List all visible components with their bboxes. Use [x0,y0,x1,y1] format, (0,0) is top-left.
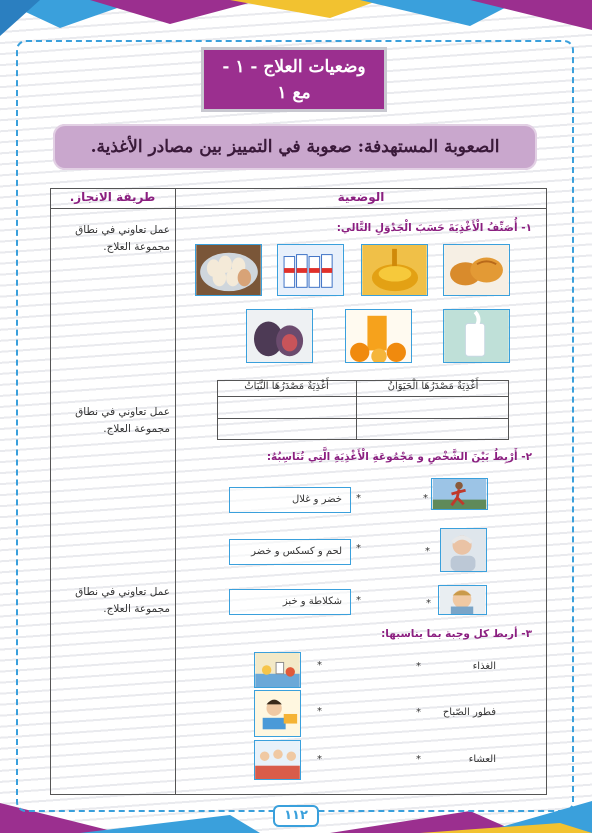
question-2: ٢- أَرْبِطُ بَيْنَ الشَّخْصِ و مَجْمُوعَةِ الْأَغْذِيَةِ الَّتِي تُنَاسِبُهُ: [266,451,532,463]
food-group-3: شكلاطة و خبز [229,589,351,615]
meal-3-dot[interactable]: * [416,754,421,765]
column-divider [175,188,176,795]
method-column-header: طريقة الانجاز. [69,190,156,204]
method-cell-2: عمل تعاوني في نطاق مجموعة العلاج. [75,406,170,435]
breakfast-scene-icon [254,652,301,688]
meal-lunch: الغذاء [472,661,496,672]
honey-icon [361,244,428,296]
image-2-dot[interactable]: * [317,706,322,717]
classification-table-row-line [217,418,509,419]
dinner-scene-icon [254,740,301,780]
milk-icon [443,309,510,363]
yogurt-icon [277,244,344,296]
eggs-icon [195,244,262,296]
question-3: ٣- أربط كل وجبة بما يناسبها: [381,628,532,640]
situation-column-header: الوضعية [337,190,385,204]
top-decoration [0,0,592,40]
page-number: ١١٢ [273,805,319,827]
person-1-dot[interactable]: * [423,493,428,504]
image-1-dot[interactable]: * [317,660,322,671]
image-3-dot[interactable]: * [317,754,322,765]
meal-breakfast: فطور الصّباح [442,707,496,718]
person-3-dot[interactable]: * [426,598,431,609]
meal-1-dot[interactable]: * [416,661,421,672]
food-group-2: لحم و كسكس و خضر [229,539,351,565]
food-3-dot[interactable]: * [356,595,361,606]
plant-answer-cell[interactable] [219,398,355,417]
page-title [201,47,387,112]
bread-icon [443,244,510,296]
animal-source-header: أَغْذِيَةٌ مَصْدَرُهَا الْحَيَوَانُ [387,381,479,392]
meal-dinner: العشاء [468,754,496,765]
animal-answer-cell[interactable] [358,398,507,417]
food-group-1: خضر و غلال [229,487,351,513]
target-difficulty-banner: الصعوبة المستهدفة: صعوبة في التمييز بين مصادر الأغذية. [53,124,537,170]
classification-table-header-line [217,396,509,397]
method-cell-1: عمل تعاوني في نطاق مجموعة العلاج. [75,224,170,253]
food-2-dot[interactable]: * [356,543,361,554]
child-icon [438,585,487,615]
meal-2-dot[interactable]: * [416,707,421,718]
question-1: ١- أُصَنِّفُ الْأَغْذِيَةَ حَسَبَ الْجَدْوَلِ التَّالي: [336,222,532,234]
food-1-dot[interactable]: * [356,493,361,504]
orange-juice-icon [345,309,412,363]
figs-icon [246,309,313,363]
lunch-scene-icon [254,690,301,737]
plant-source-header: أَغْذِيَةٌ مَصْدَرُهَا النَّبَاتُ [244,381,329,392]
elderly-man-icon [440,528,487,572]
title-line-2: مع ١ [277,83,311,103]
person-2-dot[interactable]: * [425,546,430,557]
method-cell-3: عمل تعاوني في نطاق مجموعة العلاج. [75,586,170,615]
header-divider [50,208,547,209]
runner-icon [431,478,488,510]
title-line-1: وضعيات العلاج - ١ - [222,57,366,77]
